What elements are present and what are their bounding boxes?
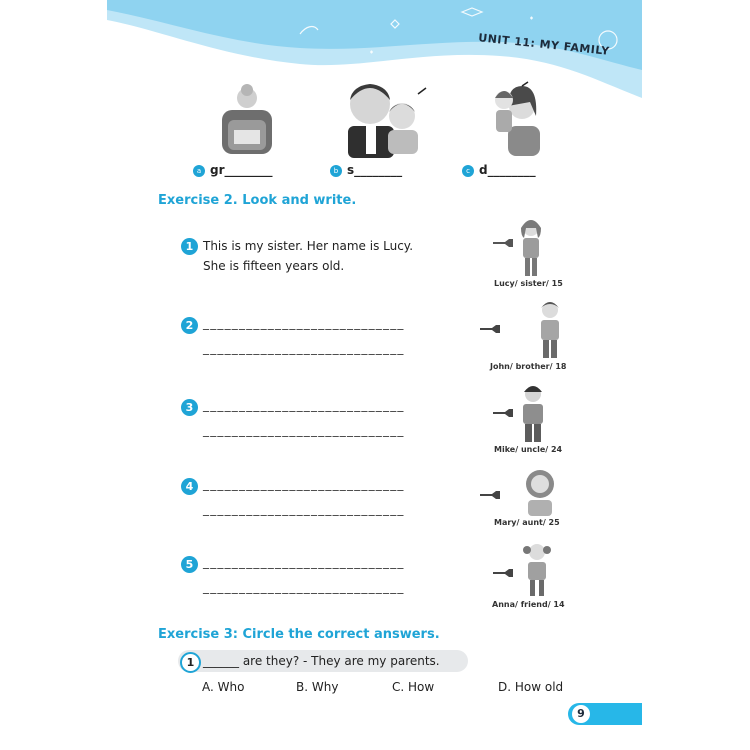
option-d[interactable]: D. How old — [498, 680, 564, 694]
question-1-text: ______ are they? - They are my parents. — [203, 654, 440, 668]
anna-illustration — [493, 540, 553, 598]
item-4-writing-line-2[interactable]: ____________________________ — [203, 502, 405, 516]
john-illustration — [480, 298, 560, 360]
mother-and-daughter-illustration — [488, 80, 548, 158]
exercise-3-title: Exercise 3: Circle the correct answers. — [158, 627, 440, 642]
page-number: 9 — [572, 705, 590, 723]
item-letter-c-badge: c — [462, 165, 474, 177]
item-5-caption: Anna/ friend/ 14 — [492, 600, 565, 609]
item-letter-b-badge: b — [330, 165, 342, 177]
item-1-caption: Lucy/ sister/ 15 — [494, 279, 563, 288]
grandmother-illustration — [220, 82, 275, 157]
mike-illustration — [493, 382, 553, 444]
item-5-number-badge: 5 — [181, 556, 198, 573]
item-3-writing-line-2[interactable]: ____________________________ — [203, 423, 405, 437]
item-letter-a-badge: a — [193, 165, 205, 177]
blank-word-b: s________ — [347, 163, 403, 177]
item-2-writing-line-1[interactable]: ____________________________ — [203, 316, 405, 330]
item-3-writing-line-1[interactable]: ____________________________ — [203, 398, 405, 412]
item-3-caption: Mike/ uncle/ 24 — [494, 445, 563, 454]
option-b[interactable]: B. Why — [296, 680, 339, 694]
blank-word-c: d________ — [479, 163, 536, 177]
option-a[interactable]: A. Who — [202, 680, 245, 694]
mary-illustration — [480, 462, 560, 517]
lucy-illustration — [493, 216, 553, 278]
item-4-writing-line-1[interactable]: ____________________________ — [203, 477, 405, 491]
item-4-number-badge: 4 — [181, 478, 198, 495]
item-2-caption: John/ brother/ 18 — [490, 362, 567, 371]
item-2-writing-line-2[interactable]: ____________________________ — [203, 341, 405, 355]
father-and-son-illustration — [340, 78, 430, 158]
item-1-number-badge: 1 — [181, 238, 198, 255]
item-1-sentence-2: She is fifteen years old. — [203, 259, 345, 273]
item-2-number-badge: 2 — [181, 317, 198, 334]
item-3-number-badge: 3 — [181, 399, 198, 416]
item-4-caption: Mary/ aunt/ 25 — [494, 518, 560, 527]
item-1-sentence-1: This is my sister. Her name is Lucy. — [203, 239, 414, 253]
option-c[interactable]: C. How — [392, 680, 435, 694]
blank-word-a: gr________ — [210, 163, 273, 177]
unit-title: UNIT 11: MY FAMILY — [477, 31, 611, 58]
question-1-number: 1 — [180, 652, 201, 673]
item-5-writing-line-2[interactable]: ____________________________ — [203, 580, 405, 594]
exercise-2-title: Exercise 2. Look and write. — [158, 193, 357, 208]
item-5-writing-line-1[interactable]: ____________________________ — [203, 555, 405, 569]
